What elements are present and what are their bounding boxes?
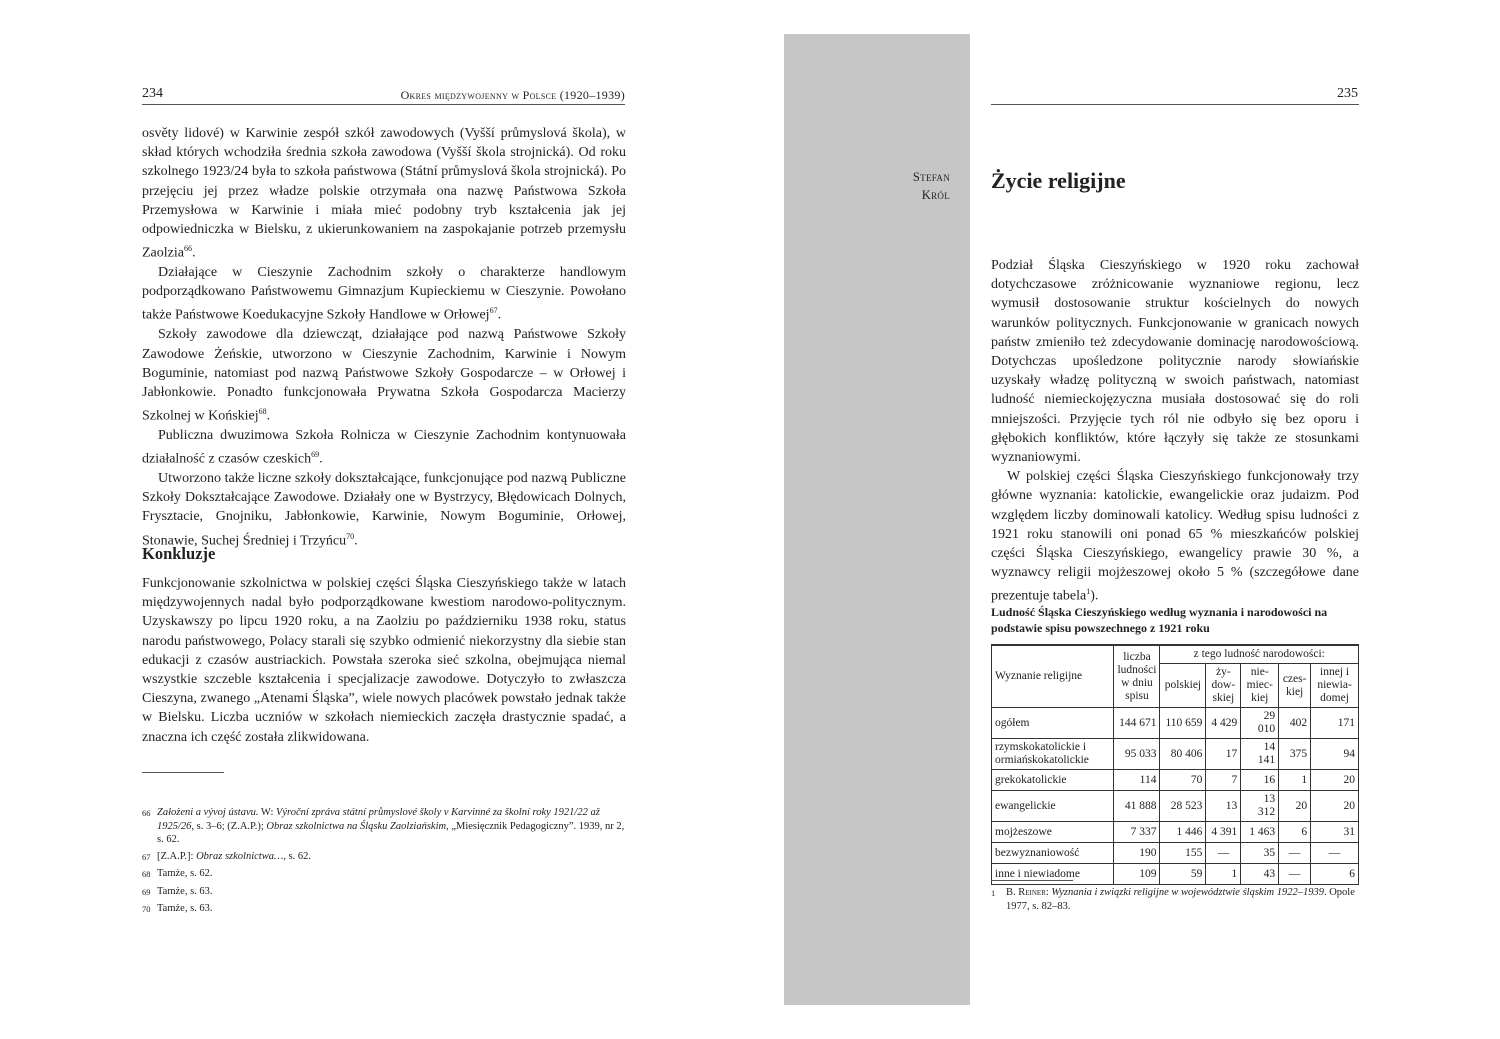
conclusion-text	[142, 574, 626, 747]
cell-czech: 375	[1279, 739, 1311, 770]
footnote-part: [Z.A.P.]:	[157, 850, 197, 862]
cell-total: 41 888	[1114, 791, 1160, 822]
row-label: ewangelickie	[992, 791, 1114, 822]
cell-czech: —	[1279, 864, 1311, 885]
row-label: rzymskokatolickie i ormiańskokatolickie	[992, 739, 1114, 770]
paragraph-text: Publiczna dwuzimowa Szkoła Rolnicza w Cieszynie Zachodnim kontynuowała działalność z czasów czeskich	[142, 428, 626, 467]
header-german: nie-miec-kiej	[1241, 664, 1279, 708]
footnote-number: 66	[142, 808, 151, 818]
cell-polish: 28 523	[1160, 791, 1206, 822]
paragraph-text: W polskiej części Śląska Cieszyńskiego funkcjonowały trzy główne wyznania: katolickie, ewangelickie oraz judaizm. Pod względem liczby dominowali katolicy. Według spisu ludności z 1921 roku stanowili oni ponad 65 % mieszkańców polskiej części Śląska Cieszyńskiego, ewangelicy prawie 30 %, a wyznawcy religii mojżeszowej około 5 % (szczegółowe dane prezentuje tabela	[991, 469, 1359, 605]
paragraph-text: Działające w Cieszynie Zachodnim szkoły o charakterze handlowym podporządkowano Państwowemu Gimnazjum Kupieckiemu w Cieszynie. Powołano także Państwowe Koedukacyjne Szkoły Handlowe w Orłowej	[142, 265, 626, 324]
footnote	[142, 806, 626, 847]
footnote-part: , „Miesięcznik Pedagogiczny”. 1939, nr 2, s. 62.	[157, 820, 625, 845]
footnote-part: Tamże, s. 63.	[157, 903, 213, 914]
table-row	[992, 843, 1359, 864]
page-number-left: 234	[142, 86, 163, 101]
row-label: mojżeszowe	[992, 822, 1114, 843]
cell-german: 1 463	[1241, 822, 1279, 843]
cell-polish: 1 446	[1160, 822, 1206, 843]
footnote-part: W:	[258, 807, 276, 818]
footnote-number: 70	[142, 904, 151, 914]
conclusion-paragraph: Funkcjonowanie szkolnictwa w polskiej części Śląska Cieszyńskiego także w latach międzywojennych nadal było podporządkowane kwestiom narodowo-politycznym. Uzyskawszy po lipcu 1920 roku, a na Zaolziu po październiku 1938 roku, status narodu państwowego, Polacy starali się szybko odmienić niekorzystny dla siebie stan edukacji z czasów austriackich. Powstała szeroka sieć szkolna, obejmująca niemal wszystkie szczeble kształcenia i specjalizacje zawodowe. Dotyczyło to zwłaszcza Cieszyna, zwanego „Atenami Śląska”, wiele nowych placówek powstało jednak także w Bielsku. Liczba uczniów w szkołach niemieckich zaczęła drastycznie spadać, a znaczna ich część została zlikwidowana.	[142, 576, 626, 745]
cell-german: 43	[1241, 864, 1279, 885]
footnote	[142, 850, 626, 865]
cell-german: 14 141	[1241, 739, 1279, 770]
footnote-text	[157, 902, 626, 917]
cell-total: 190	[1114, 843, 1160, 864]
cell-german: 29 010	[1241, 708, 1279, 739]
footnote	[142, 885, 626, 900]
footnote-number: 69	[142, 886, 151, 897]
cell-jewish: 4 391	[1206, 822, 1241, 843]
header-rule-right	[991, 104, 1359, 105]
footnotes-right	[991, 886, 1359, 916]
paragraph	[991, 467, 1359, 606]
footnote	[142, 902, 626, 917]
header-religion: Wyznanie religijne	[992, 645, 1114, 708]
page-number-right: 235	[1337, 86, 1358, 101]
footnote	[142, 867, 626, 882]
cell-total: 7 337	[1114, 822, 1160, 843]
table-body	[992, 708, 1359, 885]
header-czech: czes-kiej	[1279, 664, 1311, 708]
cell-jewish: 13	[1206, 791, 1241, 822]
paragraph: Publiczna dwuzimowa Szkoła Rolnicza w Cieszynie Zachodnim kontynuowała działalność z czasów czeskich$^{69}$.	[142, 428, 626, 467]
footnote-part: Tamże, s. 63.	[157, 885, 213, 897]
footnote-text	[1006, 886, 1359, 913]
cell-other: 6	[1311, 864, 1359, 885]
cell-polish: 70	[1160, 770, 1206, 791]
author-last-name: Król	[921, 188, 950, 202]
cell-total: 109	[1114, 864, 1160, 885]
footnote-text	[157, 885, 626, 900]
footnote-part: Założeni a vývoj ústavu.	[157, 807, 259, 818]
cell-polish: 80 406	[1160, 739, 1206, 770]
table-row	[992, 791, 1359, 822]
cell-german: 13 312	[1241, 791, 1279, 822]
cell-other: 94	[1311, 739, 1359, 770]
cell-total: 144 671	[1114, 708, 1160, 739]
table-row	[992, 708, 1359, 739]
cell-other: 31	[1311, 822, 1359, 843]
cell-other: 20	[1311, 770, 1359, 791]
body-text-left	[142, 124, 626, 551]
paragraph: Działające w Cieszynie Zachodnim szkoły o charakterze handlowym podporządkowano Państwowemu Gimnazjum Kupieckiemu w Cieszynie. Powołano także Państwowe Koedukacyjne Szkoły Handlowe w Orłowej$^{67}$.	[142, 265, 626, 324]
footnote-ref: 70	[346, 531, 355, 541]
cell-other: 20	[1311, 791, 1359, 822]
cell-other: 171	[1311, 708, 1359, 739]
footnote-author: B. Reiner	[1006, 887, 1046, 898]
footnote-number: 67	[142, 851, 151, 862]
footnote-ref: 67	[489, 306, 498, 316]
footnote-part: Tamże, s. 62.	[157, 868, 213, 879]
cell-czech: 1	[1279, 770, 1311, 791]
cell-jewish: 7	[1206, 770, 1241, 791]
footnote-part: Obraz szkolnictwa na Śląsku Zaolziańskim	[266, 820, 447, 832]
table-row	[992, 770, 1359, 791]
paragraph: osvěty lidové) w Karwinie zespół szkół zawodowych (Vyšší průmyslová škola), w skład których wchodziła średnia szkoła zawodowa (Vyšší škola strojnická). Od roku szkolnego 1923/24 była to szkoła państwowa (Státní průmyslová škola strojnická). Po przejęciu jej przez władze polskie otrzymała ona nazwę Państwowa Szkoła Przemysłowa w Karwinie i miała mieć podobny tryb kształcenia jak jej odpowiedniczka w Bielsku, z ukierunkowaniem na zaspokajanie potrzeb przemysłu Zaolzia$^{66}$.	[142, 126, 626, 261]
header-other: innej i niewia-domej	[1311, 664, 1359, 708]
chapter-title: Życie religijne	[991, 168, 1126, 193]
footnote-text	[157, 867, 626, 882]
cell-other: —	[1311, 843, 1359, 864]
cell-polish: 110 659	[1160, 708, 1206, 739]
footnote-title: Wyznania i związki religijne w województwie śląskim 1922–1939	[1051, 887, 1324, 898]
cell-german: 35	[1241, 843, 1279, 864]
header-rule	[142, 104, 625, 105]
author-name	[880, 168, 950, 204]
body-text-right	[991, 256, 1359, 606]
religion-table	[991, 644, 1359, 885]
header-nationality-group: z tego ludność narodowości:	[1160, 645, 1359, 664]
row-label: inne i niewiadome	[992, 864, 1114, 885]
header-polish: polskiej	[1160, 664, 1206, 708]
cell-czech: 402	[1279, 708, 1311, 739]
cell-total: 95 033	[1114, 739, 1160, 770]
footnote-text	[157, 806, 626, 847]
table-row	[992, 864, 1359, 885]
cell-jewish: 1	[1206, 864, 1241, 885]
cell-czech: 6	[1279, 822, 1311, 843]
footnote-separator: :	[1045, 887, 1052, 898]
footnote-ref: 69	[311, 450, 320, 460]
cell-total: 114	[1114, 770, 1160, 791]
footnote-rule-right	[991, 880, 1073, 881]
cell-polish: 155	[1160, 843, 1206, 864]
footnote-number: 1	[991, 888, 996, 898]
running-head: Okres międzywojenny w Polsce (1920–1939)	[400, 88, 625, 102]
paragraph-end: ).	[1090, 589, 1099, 605]
footnote-number: 68	[142, 869, 151, 879]
cell-jewish: —	[1206, 843, 1241, 864]
cell-jewish: 4 429	[1206, 708, 1241, 739]
row-label: bezwyznaniowość	[992, 843, 1114, 864]
table-row	[992, 739, 1359, 770]
paragraph: Utworzono także liczne szkoły dokształcające, funkcjonujące pod nazwą Publiczne Szkoły Dokształcające Zawodowe. Działały one w Bystrzycy, Błędowicach Dolnych, Frysztacie, Gnojniku, Jabłonkowie, Karwinie, Nowym Boguminie, Orłowej, Stonawie, Suchej Średniej i Trzyńcu$^{70}$.	[142, 471, 626, 549]
header-jewish: ży-dow-skiej	[1206, 664, 1241, 708]
table-caption: Ludność Śląska Cieszyńskiego według wyznania i narodowości na podstawie spisu powszechnego z 1921 roku	[991, 605, 1328, 635]
paragraph-text: Utworzono także liczne szkoły dokształcające, funkcjonujące pod nazwą Publiczne Szkoły Dokształcające Zawodowe. Działały one w Bystrzycy, Błędowicach Dolnych, Frysztacie, Gnojniku, Jabłonkowie, Karwinie, Nowym Boguminie, Orłowej, Stonawie, Suchej Średniej i Trzyńcu	[142, 471, 626, 549]
cell-jewish: 17	[1206, 739, 1241, 770]
footnote	[991, 886, 1359, 913]
footnote-rule	[142, 772, 224, 773]
footnotes-left	[142, 806, 626, 920]
footnote-ref: 1	[1086, 587, 1091, 597]
footnote-part: , s. 3–6; (Z.A.P.);	[191, 820, 267, 832]
row-label: ogółem	[992, 708, 1114, 739]
cell-czech: 20	[1279, 791, 1311, 822]
footnote-text	[157, 850, 626, 865]
paragraph: Szkoły zawodowe dla dziewcząt, działające pod nazwą Państwowe Szkoły Zawodowe Żeńskie, utworzono w Cieszynie Zachodnim, Karwinie i Nowym Boguminie, natomiast pod nazwą Państwowe Szkoły Gospodarcze – w Orłowej i Jabłonkowie. Ponadto funkcjonowała Prywatna Szkoła Gospodarcza Macierzy Szkolnej w Końskiej$^{68}$.	[142, 327, 626, 424]
cell-polish: 59	[1160, 864, 1206, 885]
footnote-part: Výroční zpráva státní průmyslové školy v Karvinné za školní roky 1921/22 až 1925/26	[157, 807, 600, 832]
footnote-ref: 68	[258, 407, 267, 417]
paragraph-text: Szkoły zawodowe dla dziewcząt, działające pod nazwą Państwowe Szkoły Zawodowe Żeńskie, utworzono w Cieszynie Zachodnim, Karwinie i Nowym Boguminie, natomiast pod nazwą Państwowe Szkoły Gospodarcze – w Orłowej i Jabłonkowie. Ponadto funkcjonowała Prywatna Szkoła Gospodarcza Macierzy Szkolnej w Końskiej	[142, 327, 626, 424]
paragraph-text: osvěty lidové) w Karwinie zespół szkół zawodowych (Vyšší průmyslová škola), w skład których wchodziła średnia szkoła zawodowa (Vyšší škola strojnická). Od roku szkolnego 1923/24 była to szkoła państwowa (Státní průmyslová škola strojnická). Po przejęciu jej przez władze polskie otrzymała ona nazwę Państwowa Szkoła Przemysłowa w Karwinie i miała mieć podobny tryb kształcenia jak jej odpowiedniczka w Bielsku, z ukierunkowaniem na zaspokajanie potrzeb przemysłu Zaolzia	[142, 126, 626, 261]
footnote-ref: 66	[183, 244, 192, 254]
footnote-rest: . Opole 1977, s. 82–83.	[1006, 887, 1355, 912]
author-first-name: Stefan	[912, 170, 950, 184]
section-title: Konkluzje	[142, 544, 216, 563]
row-label: grekokatolickie	[992, 770, 1114, 791]
paragraph: Podział Śląska Cieszyńskiego w 1920 roku zachował dotychczasowe zróżnicowanie wyznaniowe regionu, lecz wymusił dostosowanie struktur kościelnych do nowych warunków politycznych. Funkcjonowanie w granicach nowych państw zmieniło też zdecydowanie dominację narodowościową. Dotychczas upośledzone politycznie narody słowiańskie uzyskały władzę polityczną w swoich państwach, natomiast ludność niemieckojęzyczna musiała dostosować się do roli mniejszości. Przyjęcie tych ról nie odbyło się bez oporu i głębokich konfliktów, które łączyły się także ze stosunkami wyznaniowymi.	[991, 258, 1359, 466]
cell-german: 16	[1241, 770, 1279, 791]
table-row	[992, 822, 1359, 843]
footnote-part: Obraz szkolnictwa…	[196, 850, 284, 862]
header-total: liczba ludności w dniu spisu	[1114, 645, 1160, 708]
cell-czech: —	[1279, 843, 1311, 864]
footnote-part: , s. 62.	[283, 850, 312, 862]
